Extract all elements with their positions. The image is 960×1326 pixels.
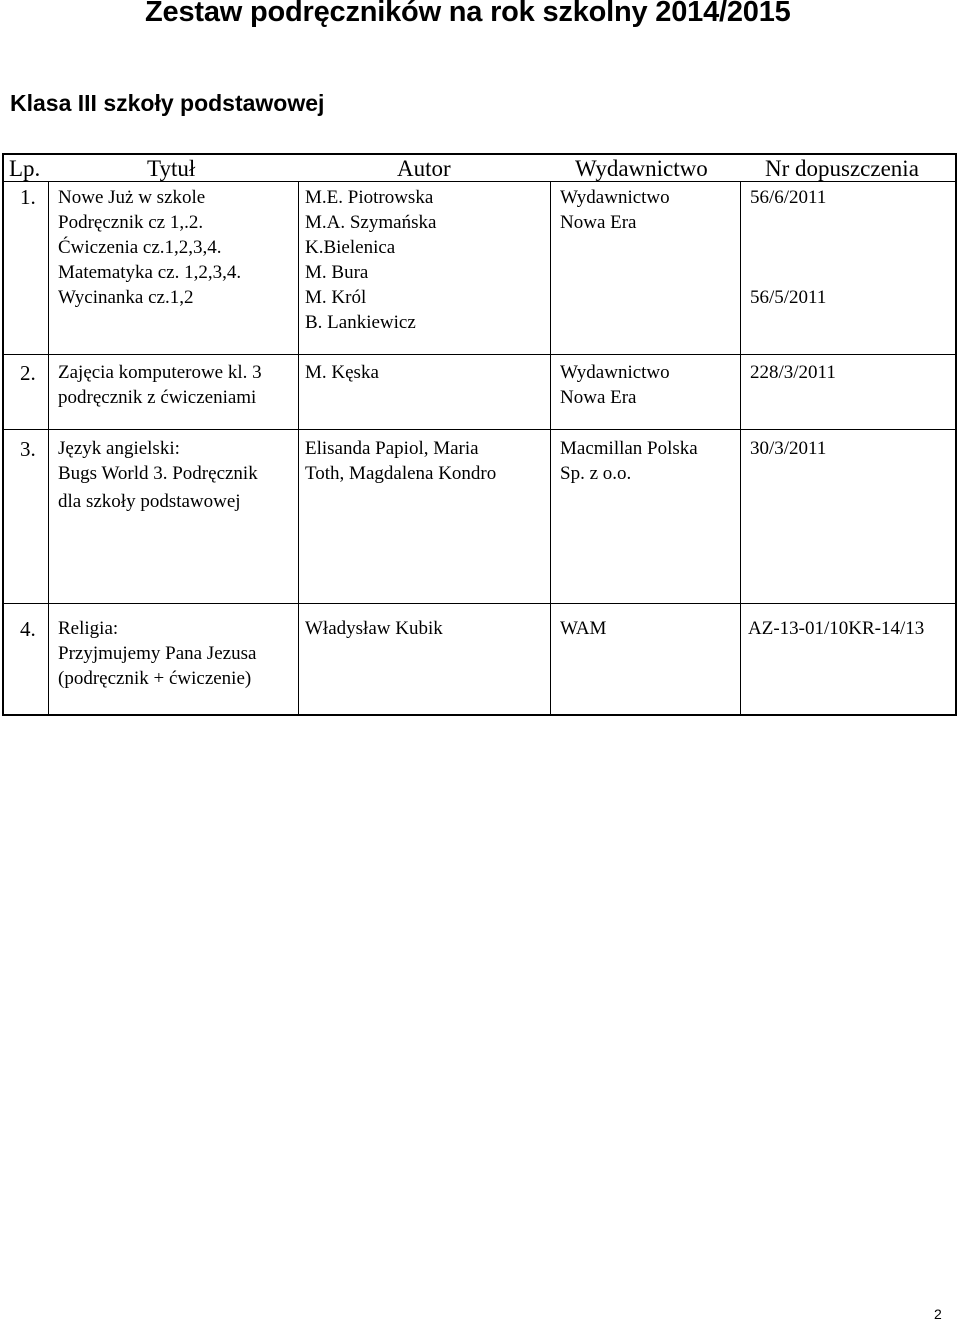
author-line: Toth, Magdalena Kondro: [305, 463, 497, 484]
row-number: 3.: [20, 437, 36, 461]
author-line: Elisanda Papiol, Maria: [305, 438, 479, 459]
publisher-line: Nowa Era: [560, 387, 637, 408]
class-heading: Klasa III szkoły podstawowej: [10, 90, 325, 116]
publisher-line: Wydawnictwo: [560, 362, 670, 383]
author-line: M. Król: [305, 287, 367, 308]
title-line: Bugs World 3. Podręcznik: [58, 463, 258, 484]
author-line: B. Lankiewicz: [305, 312, 416, 333]
title-line: Podręcznik cz 1,.2.: [58, 212, 204, 233]
approval-number: 56/5/2011: [750, 287, 827, 308]
title-line: Religia:: [58, 618, 119, 639]
author-line: M.E. Piotrowska: [305, 187, 434, 208]
title-line: Przyjmujemy Pana Jezusa: [58, 643, 257, 664]
publisher-line: WAM: [560, 618, 607, 639]
title-line: Ćwiczenia cz.1,2,3,4.: [58, 237, 222, 258]
approval-number: 56/6/2011: [750, 187, 827, 208]
row-number: 4.: [20, 617, 36, 641]
row-number: 2.: [20, 361, 36, 385]
approval-number: 30/3/2011: [750, 438, 827, 459]
header-approval: Nr dopuszczenia: [765, 156, 919, 181]
publisher-line: Sp. z o.o.: [560, 463, 632, 484]
approval-number: AZ-13-01/10KR-14/13: [748, 618, 925, 639]
page-number: 2: [934, 1306, 942, 1322]
title-line: dla szkoły podstawowej: [58, 491, 241, 512]
header-publisher: Wydawnictwo: [575, 156, 708, 181]
title-line: Matematyka cz. 1,2,3,4.: [58, 262, 242, 283]
title-line: (podręcznik + ćwiczenie): [58, 668, 252, 689]
author-line: K.Bielenica: [305, 237, 396, 258]
title-line: Wycinanka cz.1,2: [58, 287, 194, 308]
publisher-line: Wydawnictwo: [560, 187, 670, 208]
header-title: Tytuł: [147, 156, 196, 181]
author-line: M. Bura: [305, 262, 369, 283]
header-lp: Lp.: [9, 156, 41, 181]
publisher-line: Nowa Era: [560, 212, 637, 233]
header-author: Autor: [397, 156, 451, 181]
author-line: Władysław Kubik: [305, 618, 443, 639]
approval-number: 228/3/2011: [750, 362, 836, 383]
publisher-line: Macmillan Polska: [560, 438, 698, 459]
title-line: podręcznik z ćwiczeniami: [58, 387, 257, 408]
author-line: M.A. Szymańska: [305, 212, 437, 233]
document-title: Zestaw podręczników na rok szkolny 2014/2015: [145, 0, 791, 28]
title-line: Język angielski:: [58, 438, 180, 459]
author-line: M. Kęska: [305, 362, 379, 383]
title-line: Nowe Już w szkole: [58, 187, 206, 208]
title-line: Zajęcia komputerowe kl. 3: [58, 362, 262, 383]
row-number: 1.: [20, 185, 36, 209]
